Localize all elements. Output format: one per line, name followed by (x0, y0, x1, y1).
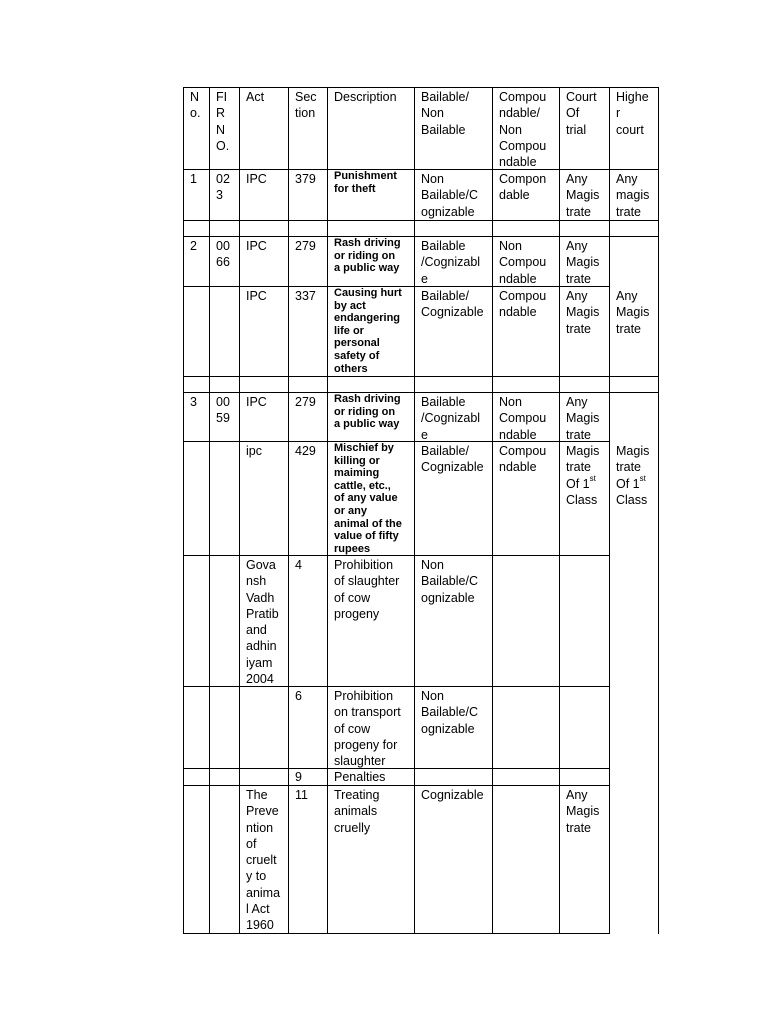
section: 379 (295, 172, 316, 186)
header-bailable: Bailable/ Non Bailable (421, 90, 469, 137)
bailable-status: Bailable /Cognizabl e (421, 395, 481, 442)
bailable-status: Bailable/ Cognizable (421, 289, 484, 320)
case-no: 2 (190, 239, 197, 253)
act: IPC (246, 172, 267, 186)
act: Gova nsh Vadh Pratib and adhin iyam 2004 (246, 558, 279, 687)
bailable-status: Cognizable (421, 788, 484, 802)
description: Rash driving or riding on a public way (334, 393, 401, 431)
header-fir-no: FI R N O. (216, 90, 230, 153)
case-no: 1 (190, 172, 197, 186)
section: 11 (295, 788, 308, 802)
compoundable-status: Compon dable (499, 172, 547, 203)
description: Punishment for theft (334, 170, 397, 195)
act: IPC (246, 395, 267, 409)
fir-no: 00 66 (216, 239, 230, 270)
description: Penalties (334, 770, 386, 784)
description: Prohibition of slaughter of cow progeny (334, 558, 400, 621)
compoundable-status: Non Compou ndable (499, 239, 547, 286)
court-of-trial: Magis trate Of 1st Class (566, 444, 600, 507)
section: 279 (295, 395, 316, 409)
header-no: N o. (190, 90, 201, 121)
header-act: Act (246, 90, 265, 104)
section: 429 (295, 444, 316, 458)
court-of-trial: Any Magis trate (566, 395, 600, 442)
section: 6 (295, 689, 302, 703)
section: 4 (295, 558, 302, 572)
header-higher-court: Highe r court (616, 90, 649, 137)
case-no: 3 (190, 395, 197, 409)
court-of-trial: Any Magis trate (566, 239, 600, 286)
higher-court: Any Magis trate (616, 289, 650, 336)
higher-court: Magis trate Of 1st Class (616, 444, 650, 507)
header-compoundable: Compou ndable/ Non Compou ndable (499, 90, 547, 170)
higher-court: Any magis trate (616, 172, 650, 219)
header-description: Description (334, 90, 397, 104)
description: Prohibition on transport of cow progeny for slaughter (334, 689, 401, 769)
court-of-trial: Any Magis trate (566, 172, 600, 219)
header-section: Sec tion (295, 90, 317, 121)
compoundable-status: Compou ndable (499, 444, 547, 475)
bailable-status: Non Bailable/C ognizable (421, 172, 478, 219)
court-of-trial: Any Magis trate (566, 788, 600, 835)
act: The Preve ntion of cruelt y to anima l Act 1960 (246, 788, 281, 933)
description: Causing hurt by act endangering life or personal safety of others (334, 287, 402, 375)
header-court-of-trial: Court Of trial (566, 90, 597, 137)
description: Treating animals cruelly (334, 788, 380, 835)
fir-no: 02 3 (216, 172, 230, 203)
bailable-status: Non Bailable/C ognizable (421, 689, 478, 736)
act: ipc (246, 444, 262, 458)
description: Mischief by killing or maiming cattle, etc., of any value or any animal of the value of fifty rupees (334, 442, 402, 555)
court-of-trial: Any Magis trate (566, 289, 600, 336)
act: IPC (246, 289, 267, 303)
bailable-status: Non Bailable/C ognizable (421, 558, 478, 605)
fir-no: 00 59 (216, 395, 230, 426)
compoundable-status: Compou ndable (499, 289, 547, 320)
bailable-status: Bailable /Cognizabl e (421, 239, 481, 286)
bailable-status: Bailable/ Cognizable (421, 444, 484, 475)
section: 9 (295, 770, 302, 784)
section: 337 (295, 289, 316, 303)
compoundable-status: Non Compou ndable (499, 395, 547, 442)
description: Rash driving or riding on a public way (334, 237, 401, 275)
section: 279 (295, 239, 316, 253)
act: IPC (246, 239, 267, 253)
